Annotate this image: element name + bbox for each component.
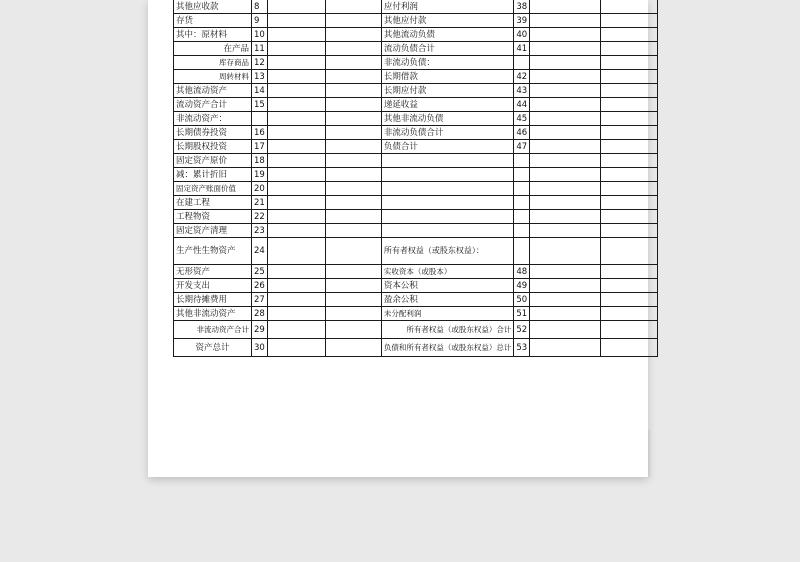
cell: [601, 339, 658, 357]
cell: [601, 0, 658, 14]
table-row: [174, 56, 658, 70]
cell: [530, 28, 601, 42]
liability-line-no: [514, 224, 530, 238]
cell: [325, 84, 381, 98]
cell: [601, 307, 658, 321]
table-row: [174, 98, 658, 112]
table-row: [174, 279, 658, 293]
table-row: [174, 307, 658, 321]
cell: [530, 56, 601, 70]
page-shadow: [648, 430, 652, 477]
cell: [601, 42, 658, 56]
asset-line-no: 26: [252, 279, 268, 293]
cell: [601, 238, 658, 265]
cell: [530, 210, 601, 224]
liability-line-no: [514, 154, 530, 168]
cell: [601, 112, 658, 126]
cell: [325, 238, 381, 265]
cell: [530, 224, 601, 238]
cell: [601, 84, 658, 98]
cell: [325, 210, 381, 224]
cell: [325, 140, 381, 154]
liability-line-no: 49: [514, 279, 530, 293]
asset-line-no: [252, 112, 268, 126]
cell: [325, 70, 381, 84]
liability-line-no: 46: [514, 126, 530, 140]
asset-item: 其他非流动资产: [174, 307, 252, 321]
cell: [325, 42, 381, 56]
cell: [267, 0, 325, 14]
cell: [325, 182, 381, 196]
liability-section-header: 非流动负债：: [381, 56, 514, 70]
liability-line-no: [514, 210, 530, 224]
cell: [267, 42, 325, 56]
liability-line-no: 43: [514, 84, 530, 98]
cell: [601, 154, 658, 168]
cell: [267, 98, 325, 112]
cell: [530, 321, 601, 339]
table-row: [174, 28, 658, 42]
liability-line-no: 42: [514, 70, 530, 84]
cell: [530, 98, 601, 112]
cell: [601, 70, 658, 84]
liability-item: [381, 182, 514, 196]
asset-line-no: 20: [252, 182, 268, 196]
table-row: [174, 210, 658, 224]
liability-line-no: 53: [514, 339, 530, 357]
liability-item: 长期借款: [381, 70, 514, 84]
liability-line-no: [514, 168, 530, 182]
asset-item: 减：累计折旧: [174, 168, 252, 182]
asset-line-no: 13: [252, 70, 268, 84]
liability-line-no: 47: [514, 140, 530, 154]
cell: [530, 42, 601, 56]
asset-line-no: 17: [252, 140, 268, 154]
asset-item: 非流动资产合计: [174, 321, 252, 339]
cell: [530, 293, 601, 307]
cell: [325, 168, 381, 182]
table-row: [174, 42, 658, 56]
cell: [530, 339, 601, 357]
cell: [601, 224, 658, 238]
cell: [601, 98, 658, 112]
asset-item: 其他流动资产: [174, 84, 252, 98]
cell: [601, 265, 658, 279]
liability-line-no: [514, 196, 530, 210]
asset-item: 流动资产合计: [174, 98, 252, 112]
cell: [530, 126, 601, 140]
asset-item: 其中：原材料: [174, 28, 252, 42]
table-row: [174, 14, 658, 28]
liability-item: [381, 196, 514, 210]
asset-item: 在建工程: [174, 196, 252, 210]
asset-line-no: 9: [252, 14, 268, 28]
asset-line-no: 23: [252, 224, 268, 238]
cell: [601, 210, 658, 224]
cell: [267, 182, 325, 196]
asset-line-no: 12: [252, 56, 268, 70]
cell: [267, 196, 325, 210]
liability-item: [381, 210, 514, 224]
liability-line-no: 51: [514, 307, 530, 321]
asset-section-header: 非流动资产：: [174, 112, 252, 126]
cell: [267, 307, 325, 321]
asset-item: 固定资产清理: [174, 224, 252, 238]
liability-item: 应付利润: [381, 0, 514, 14]
cell: [267, 84, 325, 98]
cell: [601, 126, 658, 140]
asset-item: 存货: [174, 14, 252, 28]
asset-item: 固定资产账面价值: [174, 182, 252, 196]
asset-line-no: 15: [252, 98, 268, 112]
cell: [267, 279, 325, 293]
cell: [267, 154, 325, 168]
cell: [267, 224, 325, 238]
cell: [530, 307, 601, 321]
table-row: [174, 84, 658, 98]
asset-item: 固定资产原价: [174, 154, 252, 168]
asset-item: 长期股权投资: [174, 140, 252, 154]
liability-line-no: 48: [514, 265, 530, 279]
cell: [267, 265, 325, 279]
table-row: [174, 154, 658, 168]
equity-total: 所有者权益（或股东权益）合计: [381, 321, 514, 339]
liability-line-no: 52: [514, 321, 530, 339]
table-row: [174, 70, 658, 84]
table-row: [174, 321, 658, 339]
cell: [601, 14, 658, 28]
cell: [267, 70, 325, 84]
liability-item: 长期应付款: [381, 84, 514, 98]
asset-line-no: 18: [252, 154, 268, 168]
table-row: [174, 196, 658, 210]
grand-total: 负债和所有者权益（或股东权益）总计: [381, 339, 514, 357]
cell: [325, 56, 381, 70]
asset-total: 资产总计: [174, 339, 252, 357]
cell: [267, 168, 325, 182]
liability-line-no: 41: [514, 42, 530, 56]
cell: [530, 140, 601, 154]
asset-line-no: 21: [252, 196, 268, 210]
cell: [325, 293, 381, 307]
equity-item: 实收资本（或股本）: [381, 265, 514, 279]
cell: [601, 196, 658, 210]
cell: [325, 126, 381, 140]
asset-line-no: 19: [252, 168, 268, 182]
cell: [325, 196, 381, 210]
liability-item: 负债合计: [381, 140, 514, 154]
cell: [267, 293, 325, 307]
asset-line-no: 28: [252, 307, 268, 321]
cell: [601, 56, 658, 70]
cell: [601, 28, 658, 42]
liability-line-no: 50: [514, 293, 530, 307]
cell: [325, 224, 381, 238]
asset-item: 库存商品: [174, 56, 252, 70]
asset-item: 工程物资: [174, 210, 252, 224]
liability-line-no: [514, 182, 530, 196]
cell: [530, 196, 601, 210]
asset-line-no: 27: [252, 293, 268, 307]
cell: [530, 112, 601, 126]
balance-sheet-table: [173, 0, 658, 357]
liability-item: 其他流动负债: [381, 28, 514, 42]
asset-item: 其他应收款: [174, 0, 252, 14]
asset-line-no: 8: [252, 0, 268, 14]
cell: [267, 321, 325, 339]
cell: [601, 168, 658, 182]
liability-item: 非流动负债合计: [381, 126, 514, 140]
equity-section-header: 所有者权益（或股东权益）：: [381, 238, 514, 265]
asset-item: 在产品: [174, 42, 252, 56]
equity-item: 未分配利润: [381, 307, 514, 321]
asset-line-no: 22: [252, 210, 268, 224]
cell: [530, 182, 601, 196]
asset-line-no: 24: [252, 238, 268, 265]
cell: [267, 238, 325, 265]
cell: [530, 238, 601, 265]
cell: [325, 279, 381, 293]
cell: [530, 154, 601, 168]
asset-line-no: 25: [252, 265, 268, 279]
liability-item: 其他非流动负债: [381, 112, 514, 126]
table-row: [174, 0, 658, 14]
table-row: [174, 140, 658, 154]
liability-item: [381, 224, 514, 238]
table-row: [174, 168, 658, 182]
cell: [325, 307, 381, 321]
cell: [267, 210, 325, 224]
cell: [267, 56, 325, 70]
asset-item: 长期债券投资: [174, 126, 252, 140]
cell: [325, 28, 381, 42]
cell: [325, 339, 381, 357]
table-row: [174, 265, 658, 279]
asset-line-no: 14: [252, 84, 268, 98]
cell: [530, 265, 601, 279]
liability-item: [381, 168, 514, 182]
table-row: [174, 293, 658, 307]
table-row: [174, 224, 658, 238]
cell: [325, 112, 381, 126]
cell: [267, 14, 325, 28]
asset-item: 周转材料: [174, 70, 252, 84]
table-row: [174, 112, 658, 126]
liability-line-no: 38: [514, 0, 530, 14]
equity-item: 资本公积: [381, 279, 514, 293]
table-row: [174, 339, 658, 357]
cell: [530, 168, 601, 182]
asset-line-no: 16: [252, 126, 268, 140]
table-row: [174, 182, 658, 196]
cell: [267, 339, 325, 357]
liability-item: 递延收益: [381, 98, 514, 112]
asset-item: 长期待摊费用: [174, 293, 252, 307]
cell: [267, 28, 325, 42]
liability-item: 流动负债合计: [381, 42, 514, 56]
asset-line-no: 29: [252, 321, 268, 339]
cell: [601, 279, 658, 293]
cell: [530, 14, 601, 28]
cell: [325, 265, 381, 279]
asset-item: 生产性生物资产: [174, 238, 252, 265]
liability-line-no: [514, 238, 530, 265]
cell: [325, 98, 381, 112]
asset-item: 开发支出: [174, 279, 252, 293]
asset-line-no: 10: [252, 28, 268, 42]
equity-item: 盈余公积: [381, 293, 514, 307]
cell: [530, 0, 601, 14]
cell: [325, 14, 381, 28]
liability-line-no: 44: [514, 98, 530, 112]
liability-line-no: 40: [514, 28, 530, 42]
asset-item: 无形资产: [174, 265, 252, 279]
cell: [267, 126, 325, 140]
cell: [601, 182, 658, 196]
cell: [601, 293, 658, 307]
cell: [267, 112, 325, 126]
liability-line-no: 39: [514, 14, 530, 28]
liability-line-no: 45: [514, 112, 530, 126]
liability-item: 其他应付款: [381, 14, 514, 28]
liability-item: [381, 154, 514, 168]
cell: [325, 0, 381, 14]
cell: [530, 70, 601, 84]
asset-line-no: 30: [252, 339, 268, 357]
liability-line-no: [514, 56, 530, 70]
cell: [601, 140, 658, 154]
table-row: [174, 126, 658, 140]
cell: [601, 321, 658, 339]
cell: [325, 321, 381, 339]
cell: [530, 279, 601, 293]
cell: [325, 154, 381, 168]
cell: [530, 84, 601, 98]
asset-line-no: 11: [252, 42, 268, 56]
cell: [267, 140, 325, 154]
table-row: [174, 238, 658, 265]
